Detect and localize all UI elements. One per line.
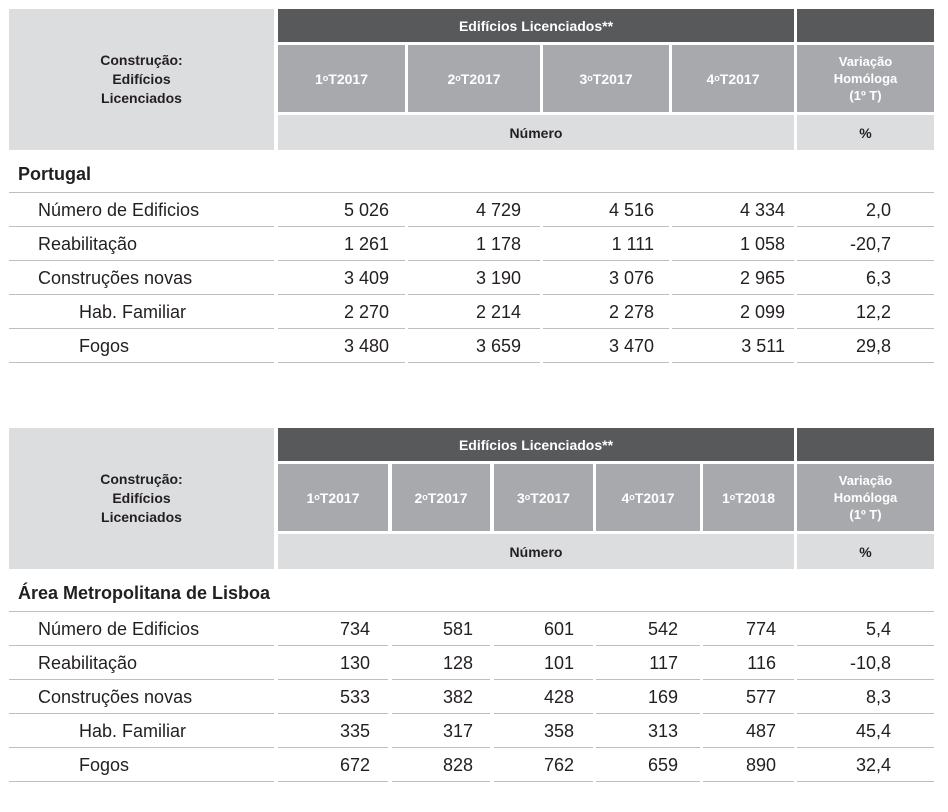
row-value: 581 [442, 619, 473, 639]
quarter-ordinal: o [729, 491, 736, 502]
row-value: 890 [745, 755, 776, 775]
row-label: Hab. Familiar [79, 302, 187, 322]
row-value: 2 965 [739, 268, 785, 288]
quarter-year: T2017 [719, 70, 760, 87]
variation-header [797, 45, 934, 112]
table-row [9, 227, 934, 261]
row-border [543, 362, 669, 363]
quarter-number: 1 [722, 489, 730, 506]
quarter-number: 4 [621, 489, 630, 506]
quarter-number: 3 [517, 489, 525, 506]
stub-header [9, 428, 274, 569]
quarter-year: T2018 [735, 489, 775, 506]
row-label: Número de Edificios [38, 200, 200, 220]
quarter-header [596, 464, 700, 531]
row-value: 4 334 [739, 200, 785, 220]
row-value: 577 [745, 687, 776, 707]
row-value: 1 058 [739, 234, 785, 254]
percent-label: % [797, 115, 934, 150]
table-row [9, 295, 934, 329]
quarter-ordinal: o [714, 72, 720, 83]
quarter-header [494, 464, 593, 531]
row-value: 117 [649, 653, 678, 673]
row-value: 317 [442, 721, 473, 741]
table-row [9, 329, 934, 363]
row-value: 428 [543, 687, 574, 707]
row-value: 3 480 [343, 336, 389, 356]
quarter-year: T2017 [319, 489, 360, 506]
quarter-year: T2017 [427, 489, 468, 506]
quarter-ordinal: o [314, 491, 320, 502]
row-value: 335 [339, 721, 370, 741]
row-value: 101 [543, 653, 574, 673]
quarter-header [408, 45, 540, 112]
quarter-number: 1 [306, 489, 315, 506]
row-variation: 12,2 [855, 302, 891, 322]
row-value: 2 270 [343, 302, 389, 322]
row-border [494, 781, 593, 782]
quarter-year: T2017 [460, 70, 501, 87]
quarter-header [392, 464, 490, 531]
group-header-variation-blank [797, 9, 934, 42]
row-value: 2 099 [739, 302, 785, 322]
quarter-year: T2017 [592, 70, 633, 87]
quarter-ordinal: o [524, 491, 531, 502]
variation-header-line: Variação [838, 54, 893, 69]
row-value: 3 470 [608, 336, 654, 356]
quarter-header [672, 45, 794, 112]
row-label: Construções novas [38, 268, 193, 288]
variation-header-line: Variação [838, 473, 893, 488]
stub-header-line: Licenciados [101, 90, 182, 106]
row-value: 130 [339, 653, 370, 673]
row-variation: 32,4 [855, 755, 891, 775]
row-value: 762 [543, 755, 574, 775]
row-border [408, 362, 540, 363]
row-value: 169 [647, 687, 678, 707]
quarter-number: 4 [706, 70, 715, 87]
variation-header-line: Homóloga [833, 71, 898, 86]
row-label: Número de Edificios [38, 619, 200, 639]
row-value: 382 [442, 687, 473, 707]
stub-header-line: Edifícios [112, 71, 171, 87]
row-variation: -20,7 [849, 234, 891, 254]
quarter-year: T2017 [328, 70, 368, 87]
row-border [9, 781, 274, 782]
quarter-ordinal: o [587, 72, 593, 83]
quarter-number: 2 [447, 70, 456, 87]
stub-header [9, 9, 274, 150]
stub-header-line: Construção: [100, 52, 183, 68]
row-label: Construções novas [38, 687, 193, 707]
row-value: 1 261 [343, 234, 389, 254]
row-value: 2 278 [608, 302, 654, 322]
row-value: 601 [543, 619, 574, 639]
table-row [9, 714, 934, 748]
row-value: 2 214 [475, 302, 521, 322]
row-variation: 29,8 [855, 336, 891, 356]
row-label: Reabilitação [38, 653, 138, 673]
quarter-year: T2017 [634, 489, 675, 506]
quarter-ordinal: o [322, 72, 329, 83]
variation-header [797, 464, 934, 531]
table-row [9, 261, 934, 295]
variation-header-line: Homóloga [833, 490, 898, 505]
row-value: 3 076 [608, 268, 654, 288]
section-title: Área Metropolitana de Lisboa [18, 583, 271, 603]
section-title: Portugal [18, 164, 92, 184]
row-value: 3 511 [741, 336, 785, 356]
quarter-ordinal: o [629, 491, 635, 502]
quarter-number: 3 [579, 70, 588, 87]
table-row [9, 646, 934, 680]
unit-label: Número [278, 534, 794, 569]
row-value: 672 [339, 755, 370, 775]
row-variation: 45,4 [855, 721, 891, 741]
row-value: 1 178 [475, 234, 521, 254]
row-value: 358 [543, 721, 574, 741]
row-value: 734 [339, 619, 370, 639]
stub-header-line: Construção: [100, 471, 183, 487]
row-border [797, 362, 934, 363]
quarter-header [278, 464, 388, 531]
row-value: 116 [747, 653, 776, 673]
row-border [596, 781, 700, 782]
row-value: 313 [647, 721, 678, 741]
row-value: 4 516 [608, 200, 654, 220]
stub-header-line: Edifícios [112, 490, 171, 506]
quarter-ordinal: o [422, 491, 428, 502]
row-value: 542 [647, 619, 678, 639]
row-border [703, 781, 794, 782]
variation-header-line: (1º T) [849, 88, 882, 103]
row-variation: 6,3 [865, 268, 891, 288]
stub-header-text [100, 470, 182, 527]
row-border [797, 781, 934, 782]
row-variation: -10,8 [849, 653, 891, 673]
row-value: 5 026 [343, 200, 389, 220]
row-value: 828 [442, 755, 473, 775]
row-value: 128 [442, 653, 473, 673]
quarter-ordinal: o [455, 72, 461, 83]
group-header: Edifícios Licenciados** [278, 428, 794, 461]
row-label: Fogos [79, 755, 130, 775]
percent-label: % [797, 534, 934, 569]
table-row [9, 193, 934, 227]
row-value: 3 659 [475, 336, 521, 356]
row-value: 487 [745, 721, 776, 741]
row-variation: 2,0 [865, 200, 891, 220]
table-row [9, 748, 934, 782]
row-border [278, 781, 388, 782]
row-value: 3 409 [343, 268, 389, 288]
row-border [392, 781, 490, 782]
row-label: Hab. Familiar [79, 721, 187, 741]
row-value: 659 [647, 755, 678, 775]
row-value: 3 190 [475, 268, 521, 288]
quarter-number: 2 [414, 489, 423, 506]
row-label: Fogos [79, 336, 130, 356]
row-variation: 5,4 [865, 619, 891, 639]
stub-header-text [100, 51, 182, 108]
row-label: Reabilitação [38, 234, 138, 254]
group-header-variation-blank [797, 428, 934, 461]
variation-header-line: (1º T) [849, 507, 882, 522]
row-border [9, 362, 274, 363]
stub-header-line: Licenciados [101, 509, 182, 525]
unit-label: Número [278, 115, 794, 150]
quarter-header [703, 464, 794, 531]
quarter-header [543, 45, 669, 112]
row-border [672, 362, 794, 363]
quarter-header [278, 45, 405, 112]
quarter-year: T2017 [530, 489, 570, 506]
row-value: 4 729 [475, 200, 521, 220]
group-header: Edifícios Licenciados** [278, 9, 794, 42]
row-value: 533 [339, 687, 370, 707]
table-row [9, 612, 934, 646]
row-border [278, 362, 405, 363]
row-value: 774 [745, 619, 776, 639]
quarter-number: 1 [315, 70, 323, 87]
row-variation: 8,3 [865, 687, 891, 707]
row-value: 1 111 [611, 234, 654, 254]
table-row [9, 680, 934, 714]
